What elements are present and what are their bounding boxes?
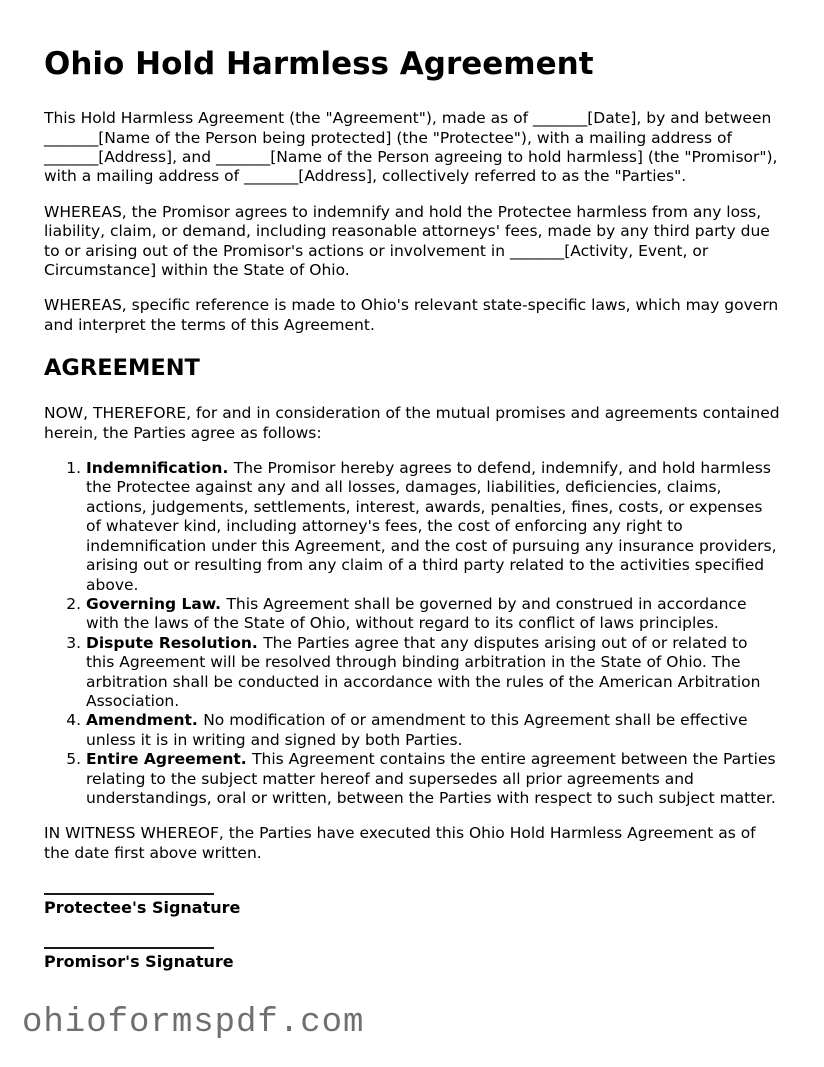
clause-text: No modification of or amendment to this Agreement shall be effective unless it is in writing and signed by both Parties. [86,711,748,749]
clause-item-entire-agreement [86,750,780,808]
clause-item-governing-law [86,595,780,634]
agreement-clauses-list [44,459,780,808]
clause-text: This Agreement shall be governed by and construed in accordance with the laws of the State of Ohio, without regard to its conflict of laws principles. [86,594,747,633]
clause-title: Amendment. [86,711,204,730]
clause-item-dispute-resolution [86,634,780,712]
protectee-signature-label: Protectee's Signature [44,898,241,918]
protectee-signature-block [44,893,780,917]
clause-item-amendment [86,711,780,750]
clause-title: Dispute Resolution. [86,633,264,652]
clause-text: This Agreement contains the entire agreement between the Parties relating to the subject matter hereof and supersedes all prior agreements and understandings, oral or written, between the Parties with respect to such subject matter. [86,750,776,807]
promisor-signature-line [44,947,214,949]
agreement-heading: AGREEMENT [44,355,200,382]
protectee-signature-line [44,893,214,895]
clause-title: Indemnification. [86,459,234,478]
witness-paragraph: IN WITNESS WHEREOF, the Parties have executed this Ohio Hold Harmless Agreement as of the date first above written. [44,824,756,862]
promisor-signature-block [44,947,780,971]
promisor-signature-label: Promisor's Signature [44,952,234,972]
now-therefore-paragraph: NOW, THEREFORE, for and in consideration of the mutual promises and agreements contained herein, the Parties agree as follows: [44,404,780,442]
document-title: Ohio Hold Harmless Agreement [44,46,594,82]
clause-item-indemnification [86,459,780,595]
whereas-indemnify-paragraph: WHEREAS, the Promisor agrees to indemnify and hold the Protectee harmless from any loss, liability, claim, or demand, including reasonable attorneys' fees, made by any third party due to or arising out of the Promisor's actions or involvement in _______[Activity, Event, or Circumstance] within the State of Ohio. [44,202,770,280]
intro-paragraph: This Hold Harmless Agreement (the "Agreement"), made as of _______[Date], by and between _______[Name of the Person being protected] (the "Protectee"), with a mailing address of _______[Address], and _______[Name of the Person agreeing to hold harmless] (the "Promisor"), with a mailing address of _______[Address], collectively referred to as the "Parties". [44,109,778,186]
clause-title: Governing Law. [86,594,227,613]
clause-text: The Parties agree that any disputes arising out of or related to this Agreement will be resolved through binding arbitration in the State of Ohio. The arbitration shall be conducted in accordance with the rules of the American Arbitration Association. [86,633,761,710]
watermark: ohioformspdf.com [22,1004,365,1042]
clause-title: Entire Agreement. [86,750,253,769]
whereas-laws-paragraph: WHEREAS, specific reference is made to Ohio's relevant state-specific laws, which may govern and interpret the terms of this Agreement. [44,296,779,334]
clause-text: The Promisor hereby agrees to defend, indemnify, and hold harmless the Protectee against any and all losses, damages, liabilities, deficiencies, claims, actions, judgements, settlements, interest, awards, penalties, fines, costs, or expenses of whatever kind, including attorney's fees, the cost of enforcing any right to indemnification under this Agreement, and the cost of pursuing any insurance providers, arising out or resulting from any claim of a third party related to the activities specified above. [86,459,777,594]
